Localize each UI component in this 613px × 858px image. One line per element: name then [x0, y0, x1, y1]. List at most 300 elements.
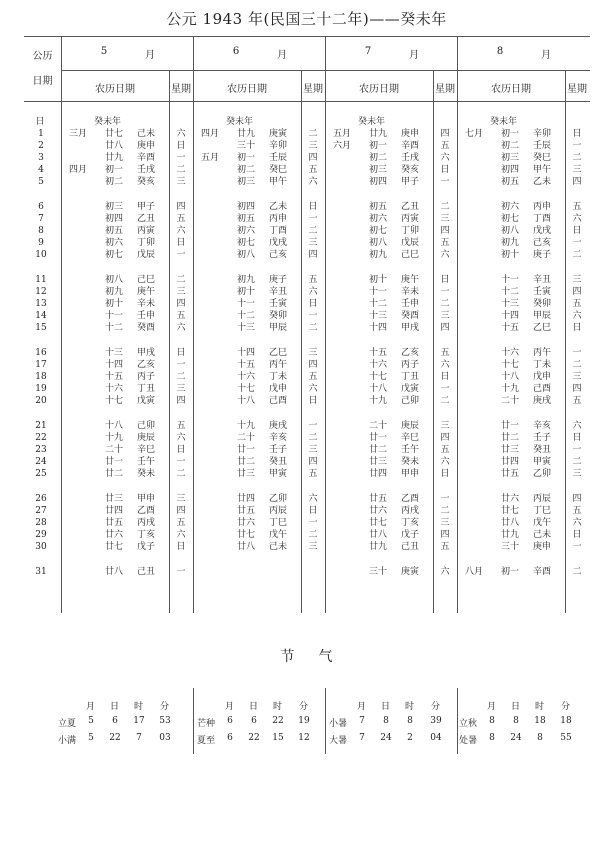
lunar-day: 初十 — [105, 299, 124, 309]
ganzhi: 辛未 — [137, 299, 156, 309]
weekday: 一 — [176, 250, 186, 260]
ganzhi: 庚子 — [269, 275, 288, 285]
jieqi-name: 芒种 — [197, 719, 216, 729]
ganzhi: 乙未 — [533, 177, 552, 187]
weekday: 五 — [572, 396, 582, 406]
ganzhi: 丙申 — [269, 214, 288, 224]
rule-line — [193, 688, 194, 754]
weekday-header: 星期 — [303, 84, 323, 95]
rule-line — [565, 70, 566, 613]
lunar-day: 十五 — [237, 360, 256, 370]
ganzhi: 壬子 — [269, 445, 288, 455]
weekday: 四 — [308, 457, 318, 467]
jieqi-day: 22 — [109, 733, 121, 743]
ganzhi: 戊寅 — [401, 384, 420, 394]
day-number: 13 — [35, 299, 47, 309]
jieqi-name: 立秋 — [459, 719, 478, 729]
ganzhi: 乙丑 — [137, 214, 156, 224]
rule-line — [325, 36, 326, 613]
lunar-day: 三十 — [237, 141, 256, 151]
ganzhi: 甲辰 — [269, 323, 288, 333]
weekday: 六 — [572, 311, 582, 321]
ganzhi: 壬申 — [401, 299, 420, 309]
weekday: 五 — [308, 469, 318, 479]
lunar-day: 廿一 — [237, 445, 256, 455]
lunar-day: 初九 — [105, 287, 124, 297]
lunar-date-header: 农历日期 — [227, 84, 267, 95]
weekday-header: 星期 — [435, 84, 455, 95]
jieqi-month: 8 — [489, 716, 495, 726]
weekday: 四 — [572, 177, 582, 187]
ganzhi: 乙未 — [269, 202, 288, 212]
ganzhi: 癸酉 — [137, 323, 156, 333]
lunar-day: 初一 — [501, 129, 520, 139]
ganzhi: 戊寅 — [137, 396, 156, 406]
weekday: 五 — [308, 372, 318, 382]
weekday: 一 — [440, 287, 450, 297]
weekday: 三 — [308, 141, 318, 151]
lunar-day: 十六 — [501, 348, 520, 358]
lunar-day: 初六 — [237, 226, 256, 236]
weekday: 一 — [572, 445, 582, 455]
lunar-day: 廿五 — [501, 469, 520, 479]
lunar-day: 初七 — [369, 226, 388, 236]
ganzhi: 辛亥 — [533, 421, 552, 431]
ganzhi: 辛巳 — [401, 433, 420, 443]
month-number: 8 — [496, 46, 504, 57]
lunar-day: 廿九 — [237, 129, 256, 139]
lunar-month: 四月 — [69, 165, 88, 175]
weekday: 二 — [308, 530, 318, 540]
weekday: 五 — [440, 238, 450, 248]
lunar-day: 廿八 — [105, 141, 124, 151]
lunar-day: 初二 — [105, 177, 124, 187]
day-number: 11 — [35, 275, 47, 285]
ganzhi: 癸丑 — [269, 457, 288, 467]
lunar-day: 廿一 — [501, 421, 520, 431]
ganzhi: 甲戌 — [137, 348, 156, 358]
ganzhi: 丁巳 — [269, 518, 288, 528]
weekday: 四 — [440, 433, 450, 443]
lunar-day: 廿五 — [369, 494, 388, 504]
lunar-day: 三十 — [501, 542, 520, 552]
ganzhi: 戊戌 — [269, 238, 288, 248]
jieqi-day: 6 — [112, 716, 118, 726]
weekday: 二 — [176, 372, 186, 382]
jieqi-hour: 22 — [272, 716, 284, 726]
weekday: 二 — [308, 129, 318, 139]
weekday: 二 — [176, 469, 186, 479]
jieqi-hour: 8 — [407, 716, 413, 726]
ganzhi: 己卯 — [401, 396, 420, 406]
jieqi-month: 6 — [227, 716, 233, 726]
weekday: 一 — [176, 153, 186, 163]
weekday: 一 — [176, 457, 186, 467]
lunar-day: 廿七 — [105, 542, 124, 552]
weekday: 三 — [176, 177, 186, 187]
jieqi-col-header: 时 — [134, 702, 144, 712]
lunar-day: 廿三 — [105, 494, 124, 504]
weekday: 二 — [308, 323, 318, 333]
lunar-day: 廿四 — [237, 494, 256, 504]
lunar-day: 廿六 — [105, 530, 124, 540]
ganzhi: 癸未 — [401, 457, 420, 467]
weekday: 二 — [308, 433, 318, 443]
lunar-day: 初五 — [105, 226, 124, 236]
rule-line — [325, 688, 326, 754]
lunar-day: 廿二 — [237, 457, 256, 467]
ganzhi: 丁亥 — [137, 530, 156, 540]
ganzhi: 丙午 — [533, 348, 552, 358]
weekday-header: 星期 — [171, 84, 191, 95]
weekday: 三 — [308, 348, 318, 358]
weekday: 六 — [308, 287, 318, 297]
ganzhi: 辛丑 — [533, 275, 552, 285]
lunar-year-label: 癸未年 — [490, 117, 518, 127]
weekday: 日 — [572, 433, 582, 443]
lunar-day: 廿二 — [501, 433, 520, 443]
day-number: 10 — [35, 250, 47, 260]
lunar-day: 初二 — [237, 165, 256, 175]
weekday: 三 — [572, 165, 582, 175]
weekday: 二 — [572, 457, 582, 467]
ganzhi: 丙寅 — [401, 214, 420, 224]
lunar-day: 十五 — [105, 372, 124, 382]
ganzhi: 己酉 — [269, 396, 288, 406]
day-number: 1 — [38, 129, 44, 139]
ganzhi: 丁巳 — [533, 506, 552, 516]
lunar-day: 初六 — [369, 214, 388, 224]
weekday: 三 — [440, 518, 450, 528]
lunar-month: 六月 — [333, 141, 352, 151]
ganzhi: 己未 — [269, 542, 288, 552]
lunar-day: 初十 — [237, 287, 256, 297]
weekday: 四 — [440, 129, 450, 139]
lunar-day: 十七 — [237, 384, 256, 394]
weekday: 日 — [308, 506, 318, 516]
rule-line — [457, 688, 458, 754]
weekday: 日 — [572, 226, 582, 236]
ganzhi: 戊申 — [533, 372, 552, 382]
ganzhi: 丁亥 — [401, 518, 420, 528]
ganzhi: 庚寅 — [401, 567, 420, 577]
weekday: 五 — [440, 348, 450, 358]
day-number: 7 — [38, 214, 44, 224]
lunar-day: 廿五 — [237, 506, 256, 516]
lunar-day: 十六 — [369, 360, 388, 370]
lunar-day: 廿七 — [237, 530, 256, 540]
lunar-day: 初三 — [237, 177, 256, 187]
weekday: 六 — [308, 384, 318, 394]
ganzhi: 庚申 — [401, 129, 420, 139]
lunar-day: 初八 — [501, 226, 520, 236]
weekday: 日 — [176, 348, 186, 358]
jieqi-minute: 53 — [159, 716, 171, 726]
jieqi-day: 8 — [513, 716, 519, 726]
weekday: 六 — [440, 153, 450, 163]
jieqi-day: 8 — [383, 716, 389, 726]
ganzhi: 辛未 — [401, 287, 420, 297]
weekday: 日 — [440, 469, 450, 479]
weekday: 三 — [308, 542, 318, 552]
jieqi-name: 处暑 — [459, 736, 478, 746]
ganzhi: 戊子 — [137, 542, 156, 552]
weekday: 日 — [308, 202, 318, 212]
lunar-month: 七月 — [465, 129, 484, 139]
weekday: 六 — [176, 433, 186, 443]
lunar-day: 三十 — [369, 567, 388, 577]
weekday: 五 — [176, 518, 186, 528]
jieqi-minute: 04 — [430, 733, 442, 743]
ganzhi: 癸酉 — [401, 311, 420, 321]
ganzhi: 乙巳 — [533, 323, 552, 333]
lunar-day: 初四 — [369, 177, 388, 187]
jieqi-col-header: 月 — [487, 702, 497, 712]
weekday: 三 — [572, 372, 582, 382]
weekday: 三 — [440, 421, 450, 431]
jieqi-col-header: 月 — [357, 702, 367, 712]
lunar-day: 廿六 — [501, 494, 520, 504]
ganzhi: 壬午 — [401, 445, 420, 455]
day-number: 12 — [35, 287, 47, 297]
lunar-day: 初六 — [501, 202, 520, 212]
day-number: 2 — [38, 141, 44, 151]
lunar-day: 廿九 — [369, 129, 388, 139]
lunar-day: 十九 — [501, 384, 520, 394]
weekday: 六 — [176, 129, 186, 139]
lunar-day: 十三 — [501, 299, 520, 309]
jieqi-col-header: 月 — [86, 702, 96, 712]
day-number: 5 — [38, 177, 44, 187]
weekday: 二 — [176, 275, 186, 285]
day-number: 9 — [38, 238, 44, 248]
lunar-day: 十一 — [237, 299, 256, 309]
weekday: 六 — [572, 214, 582, 224]
ganzhi: 丁丑 — [401, 372, 420, 382]
ganzhi: 庚戌 — [533, 396, 552, 406]
lunar-date-header: 农历日期 — [491, 84, 531, 95]
rule-line — [457, 36, 458, 613]
month-number: 6 — [232, 46, 240, 57]
weekday: 六 — [440, 567, 450, 577]
ganzhi: 癸巳 — [533, 153, 552, 163]
weekday: 三 — [176, 494, 186, 504]
ganzhi: 辛巳 — [137, 445, 156, 455]
rule-line — [433, 70, 434, 613]
weekday: 四 — [440, 226, 450, 236]
month-unit: 月 — [541, 50, 551, 61]
lunar-day: 初一 — [501, 567, 520, 577]
weekday: 五 — [308, 165, 318, 175]
ganzhi: 丙申 — [533, 202, 552, 212]
weekday: 五 — [572, 299, 582, 309]
weekday: 三 — [440, 214, 450, 224]
weekday: 五 — [176, 214, 186, 224]
weekday: 日 — [176, 445, 186, 455]
jieqi-col-header: 日 — [249, 702, 259, 712]
jieqi-name: 小暑 — [329, 719, 348, 729]
lunar-day: 廿七 — [501, 506, 520, 516]
lunar-day: 初三 — [369, 165, 388, 175]
day-number: 18 — [35, 372, 47, 382]
ganzhi: 戊申 — [269, 384, 288, 394]
lunar-day: 廿二 — [105, 469, 124, 479]
ganzhi: 丙辰 — [269, 506, 288, 516]
jieqi-name: 夏至 — [197, 736, 216, 746]
rule-line — [24, 101, 590, 102]
rule-line — [301, 70, 302, 613]
weekday: 五 — [572, 202, 582, 212]
ganzhi: 戊戌 — [533, 226, 552, 236]
jieqi-col-header: 时 — [535, 702, 545, 712]
weekday: 四 — [176, 202, 186, 212]
lunar-day: 初九 — [237, 275, 256, 285]
jieqi-name: 立夏 — [58, 719, 77, 729]
lunar-day: 廿八 — [369, 530, 388, 540]
weekday: 五 — [440, 445, 450, 455]
ganzhi: 戊午 — [269, 530, 288, 540]
day-number: 15 — [35, 323, 47, 333]
ganzhi: 甲午 — [533, 165, 552, 175]
lunar-day: 廿四 — [369, 469, 388, 479]
ganzhi: 甲辰 — [533, 311, 552, 321]
lunar-day: 十四 — [237, 348, 256, 358]
lunar-day: 初八 — [105, 275, 124, 285]
jieqi-day: 22 — [248, 733, 260, 743]
ganzhi: 壬午 — [137, 457, 156, 467]
weekday: 四 — [440, 323, 450, 333]
lunar-day: 廿九 — [369, 542, 388, 552]
day-number: 8 — [38, 226, 44, 236]
ganzhi: 丙子 — [137, 372, 156, 382]
lunar-day: 十一 — [501, 275, 520, 285]
day-number: 17 — [35, 360, 47, 370]
jieqi-col-header: 时 — [405, 702, 415, 712]
jieqi-col-header: 月 — [225, 702, 235, 712]
ganzhi: 己丑 — [401, 542, 420, 552]
day-number: 4 — [38, 165, 44, 175]
lunar-day: 廿三 — [369, 457, 388, 467]
weekday: 一 — [572, 542, 582, 552]
ganzhi: 癸巳 — [269, 165, 288, 175]
jieqi-hour: 17 — [133, 716, 145, 726]
lunar-day: 二十 — [105, 445, 124, 455]
day-number: 22 — [35, 433, 47, 443]
lunar-month: 五月 — [201, 153, 220, 163]
day-number: 19 — [35, 384, 47, 394]
lunar-day: 二十 — [237, 433, 256, 443]
lunar-day: 十八 — [105, 421, 124, 431]
jieqi-month: 5 — [88, 733, 94, 743]
ganzhi: 己卯 — [137, 421, 156, 431]
weekday: 六 — [572, 518, 582, 528]
month-number: 5 — [100, 46, 108, 57]
weekday: 二 — [440, 299, 450, 309]
lunar-day: 初五 — [369, 202, 388, 212]
lunar-date-header: 农历日期 — [95, 84, 135, 95]
weekday: 二 — [572, 250, 582, 260]
weekday: 二 — [176, 165, 186, 175]
ganzhi: 壬申 — [137, 311, 156, 321]
month-unit: 月 — [409, 50, 419, 61]
weekday: 三 — [572, 275, 582, 285]
day-number: 30 — [35, 542, 47, 552]
lunar-day: 初三 — [501, 153, 520, 163]
ganzhi: 甲戌 — [401, 323, 420, 333]
lunar-day: 初一 — [369, 141, 388, 151]
weekday: 日 — [176, 542, 186, 552]
rule-line — [169, 70, 170, 613]
lunar-year-label: 癸未年 — [226, 117, 254, 127]
weekday: 日 — [572, 129, 582, 139]
ganzhi: 甲寅 — [269, 469, 288, 479]
ganzhi: 丙戌 — [401, 506, 420, 516]
weekday: 日 — [572, 323, 582, 333]
lunar-day: 十八 — [237, 396, 256, 406]
ganzhi: 乙卯 — [533, 469, 552, 479]
weekday: 五 — [308, 275, 318, 285]
lunar-day: 廿八 — [105, 567, 124, 577]
ganzhi: 癸亥 — [137, 177, 156, 187]
month-unit: 月 — [277, 50, 287, 61]
header-gregorian-label: 公历 — [32, 51, 53, 62]
jieqi-hour: 2 — [407, 733, 413, 743]
weekday: 三 — [176, 287, 186, 297]
weekday: 四 — [308, 153, 318, 163]
jieqi-col-header: 分 — [160, 702, 170, 712]
lunar-day: 十二 — [369, 299, 388, 309]
ganzhi: 庚戌 — [269, 421, 288, 431]
lunar-day: 十九 — [369, 396, 388, 406]
ganzhi: 甲子 — [401, 177, 420, 187]
weekday: 五 — [176, 421, 186, 431]
ganzhi: 壬戌 — [137, 165, 156, 175]
ganzhi: 乙丑 — [401, 202, 420, 212]
weekday: 四 — [308, 360, 318, 370]
weekday: 一 — [572, 238, 582, 248]
day-number: 3 — [38, 153, 44, 163]
weekday: 一 — [308, 421, 318, 431]
weekday: 日 — [572, 530, 582, 540]
ganzhi: 丙辰 — [533, 494, 552, 504]
jieqi-month: 8 — [489, 733, 495, 743]
weekday: 四 — [176, 396, 186, 406]
weekday: 六 — [176, 323, 186, 333]
jieqi-name: 大暑 — [329, 736, 348, 746]
weekday-header: 星期 — [567, 84, 587, 95]
ganzhi: 壬辰 — [533, 141, 552, 151]
lunar-day: 初四 — [105, 214, 124, 224]
ganzhi: 癸丑 — [533, 445, 552, 455]
weekday: 日 — [440, 372, 450, 382]
lunar-day: 初一 — [237, 153, 256, 163]
ganzhi: 乙亥 — [137, 360, 156, 370]
ganzhi: 辛卯 — [533, 129, 552, 139]
day-number: 20 — [35, 396, 47, 406]
ganzhi: 己亥 — [533, 238, 552, 248]
lunar-day: 十三 — [105, 348, 124, 358]
lunar-day: 廿五 — [105, 518, 124, 528]
weekday: 二 — [572, 567, 582, 577]
jieqi-minute: 18 — [560, 716, 572, 726]
ganzhi: 癸亥 — [401, 165, 420, 175]
lunar-day: 十一 — [105, 311, 124, 321]
ganzhi: 丁卯 — [401, 226, 420, 236]
lunar-day: 十四 — [501, 311, 520, 321]
ganzhi: 甲午 — [269, 177, 288, 187]
weekday: 一 — [572, 348, 582, 358]
jieqi-minute: 55 — [560, 733, 572, 743]
